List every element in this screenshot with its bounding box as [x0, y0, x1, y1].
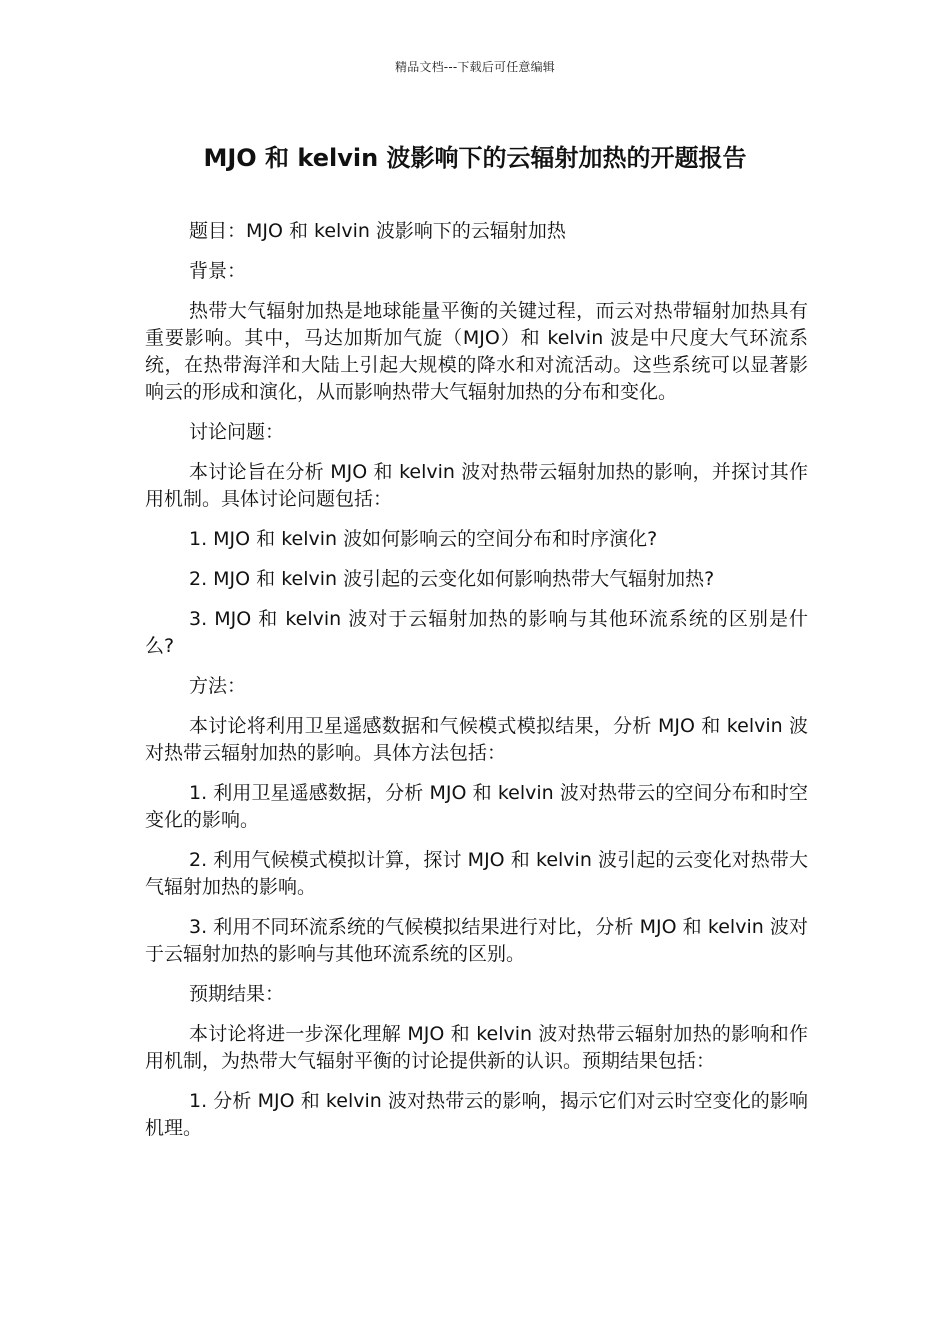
- section-heading-background: 背景：: [189, 260, 247, 282]
- topic-line: 题目：MJO 和 kelvin 波影响下的云辐射加热: [189, 220, 566, 242]
- question-item: 3. MJO 和 kelvin 波对于云辐射加热的影响与其他环流系统的区别是什么?: [145, 608, 808, 657]
- document-title: MJO 和 kelvin 波影响下的云辐射加热的开题报告: [203, 144, 747, 172]
- methods-intro: 本讨论将利用卫星遥感数据和气候模式模拟结果，分析 MJO 和 kelvin 波对热带云辐射加热的影响。具体方法包括：: [145, 715, 808, 764]
- question-item: 1. MJO 和 kelvin 波如何影响云的空间分布和时序演化?: [189, 528, 658, 550]
- method-item: 2. 利用气候模式模拟计算，探讨 MJO 和 kelvin 波引起的云变化对热带大气辐射加热的影响。: [145, 849, 808, 898]
- section-heading-methods: 方法：: [189, 675, 247, 697]
- question-item: 2. MJO 和 kelvin 波引起的云变化如何影响热带大气辐射加热?: [189, 568, 715, 590]
- method-item: 3. 利用不同环流系统的气候模拟结果进行对比，分析 MJO 和 kelvin 波对于云辐射加热的影响与其他环流系统的区别。: [145, 916, 808, 965]
- header-note: 精品文档---下载后可任意编辑: [395, 60, 555, 74]
- questions-intro: 本讨论旨在分析 MJO 和 kelvin 波对热带云辐射加热的影响，并探讨其作用机制。具体讨论问题包括：: [145, 461, 808, 510]
- section-heading-expected-results: 预期结果：: [189, 983, 285, 1005]
- expected-results-intro: 本讨论将进一步深化理解 MJO 和 kelvin 波对热带云辐射加热的影响和作用机制，为热带大气辐射平衡的讨论提供新的认识。预期结果包括：: [145, 1023, 808, 1072]
- section-heading-questions: 讨论问题：: [189, 421, 285, 443]
- method-item: 1. 利用卫星遥感数据，分析 MJO 和 kelvin 波对热带云的空间分布和时空变化的影响。: [145, 782, 808, 831]
- expected-result-item: 1. 分析 MJO 和 kelvin 波对热带云的影响，揭示它们对云时空变化的影响机理。: [145, 1090, 808, 1139]
- background-paragraph: 热带大气辐射加热是地球能量平衡的关键过程，而云对热带辐射加热具有重要影响。其中，马达加斯加气旋（MJO）和 kelvin 波是中尺度大气环流系统，在热带海洋和大陆上引起大规模的降水和对流活动。这些系统可以显著影响云的形成和演化，从而影响热带大气辐射加热的分布和变化。: [145, 300, 808, 403]
- document-body: [145, 218, 808, 1155]
